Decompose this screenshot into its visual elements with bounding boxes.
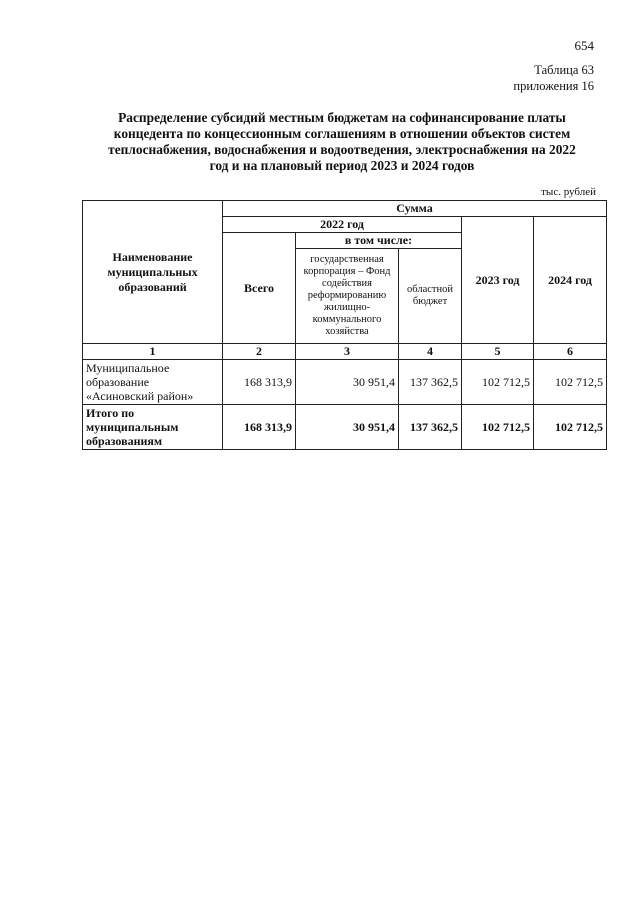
totals-regional-budget: 137 362,5	[399, 405, 462, 450]
title-line: год и на плановый период 2023 и 2024 годов	[209, 158, 475, 173]
row-municipality-name: Муниципальное образование «Асиновский район»	[83, 360, 223, 405]
column-number: 5	[462, 344, 534, 360]
table-row	[83, 360, 607, 405]
totals-row	[83, 405, 607, 450]
header-year-2022: 2022 год	[223, 217, 462, 233]
column-number: 3	[296, 344, 399, 360]
totals-year-2023: 102 712,5	[462, 405, 534, 450]
title-line: концедента по концессионным соглашениям в отношении объектов систем	[113, 126, 571, 141]
row-fund: 30 951,4	[296, 360, 399, 405]
page-number: 654	[574, 38, 594, 53]
document-title	[82, 110, 602, 174]
totals-total: 168 313,9	[223, 405, 296, 450]
row-regional-budget: 137 362,5	[399, 360, 462, 405]
title-line: Распределение субсидий местным бюджетам на софинансирование платы	[118, 110, 566, 125]
header-total: Всего	[223, 233, 296, 344]
row-year-2024: 102 712,5	[534, 360, 607, 405]
units-label: тыс. рублей	[541, 186, 596, 198]
header-year-2024: 2024 год	[534, 217, 607, 344]
header-including: в том числе:	[296, 233, 462, 249]
header-fund: государственная корпорация – Фонд содействия реформированию жилищно-коммунального хозяйства	[296, 249, 399, 344]
header-sum: Сумма	[223, 201, 607, 217]
header-year-2023: 2023 год	[462, 217, 534, 344]
column-number: 6	[534, 344, 607, 360]
appendix-number: приложения 16	[513, 79, 594, 93]
column-number: 2	[223, 344, 296, 360]
table-reference	[513, 62, 594, 94]
subsidy-table	[82, 200, 607, 450]
column-number: 1	[83, 344, 223, 360]
header-municipality-name: Наименование муниципальных образований	[83, 201, 223, 344]
totals-year-2024: 102 712,5	[534, 405, 607, 450]
column-number: 4	[399, 344, 462, 360]
table-number: Таблица 63	[534, 63, 594, 77]
row-total: 168 313,9	[223, 360, 296, 405]
row-year-2023: 102 712,5	[462, 360, 534, 405]
totals-label: Итого по муниципальным образованиям	[83, 405, 223, 450]
totals-fund: 30 951,4	[296, 405, 399, 450]
header-regional-budget: областной бюджет	[399, 249, 462, 344]
title-line: теплоснабжения, водоснабжения и водоотведения, электроснабжения на 2022	[108, 142, 576, 157]
